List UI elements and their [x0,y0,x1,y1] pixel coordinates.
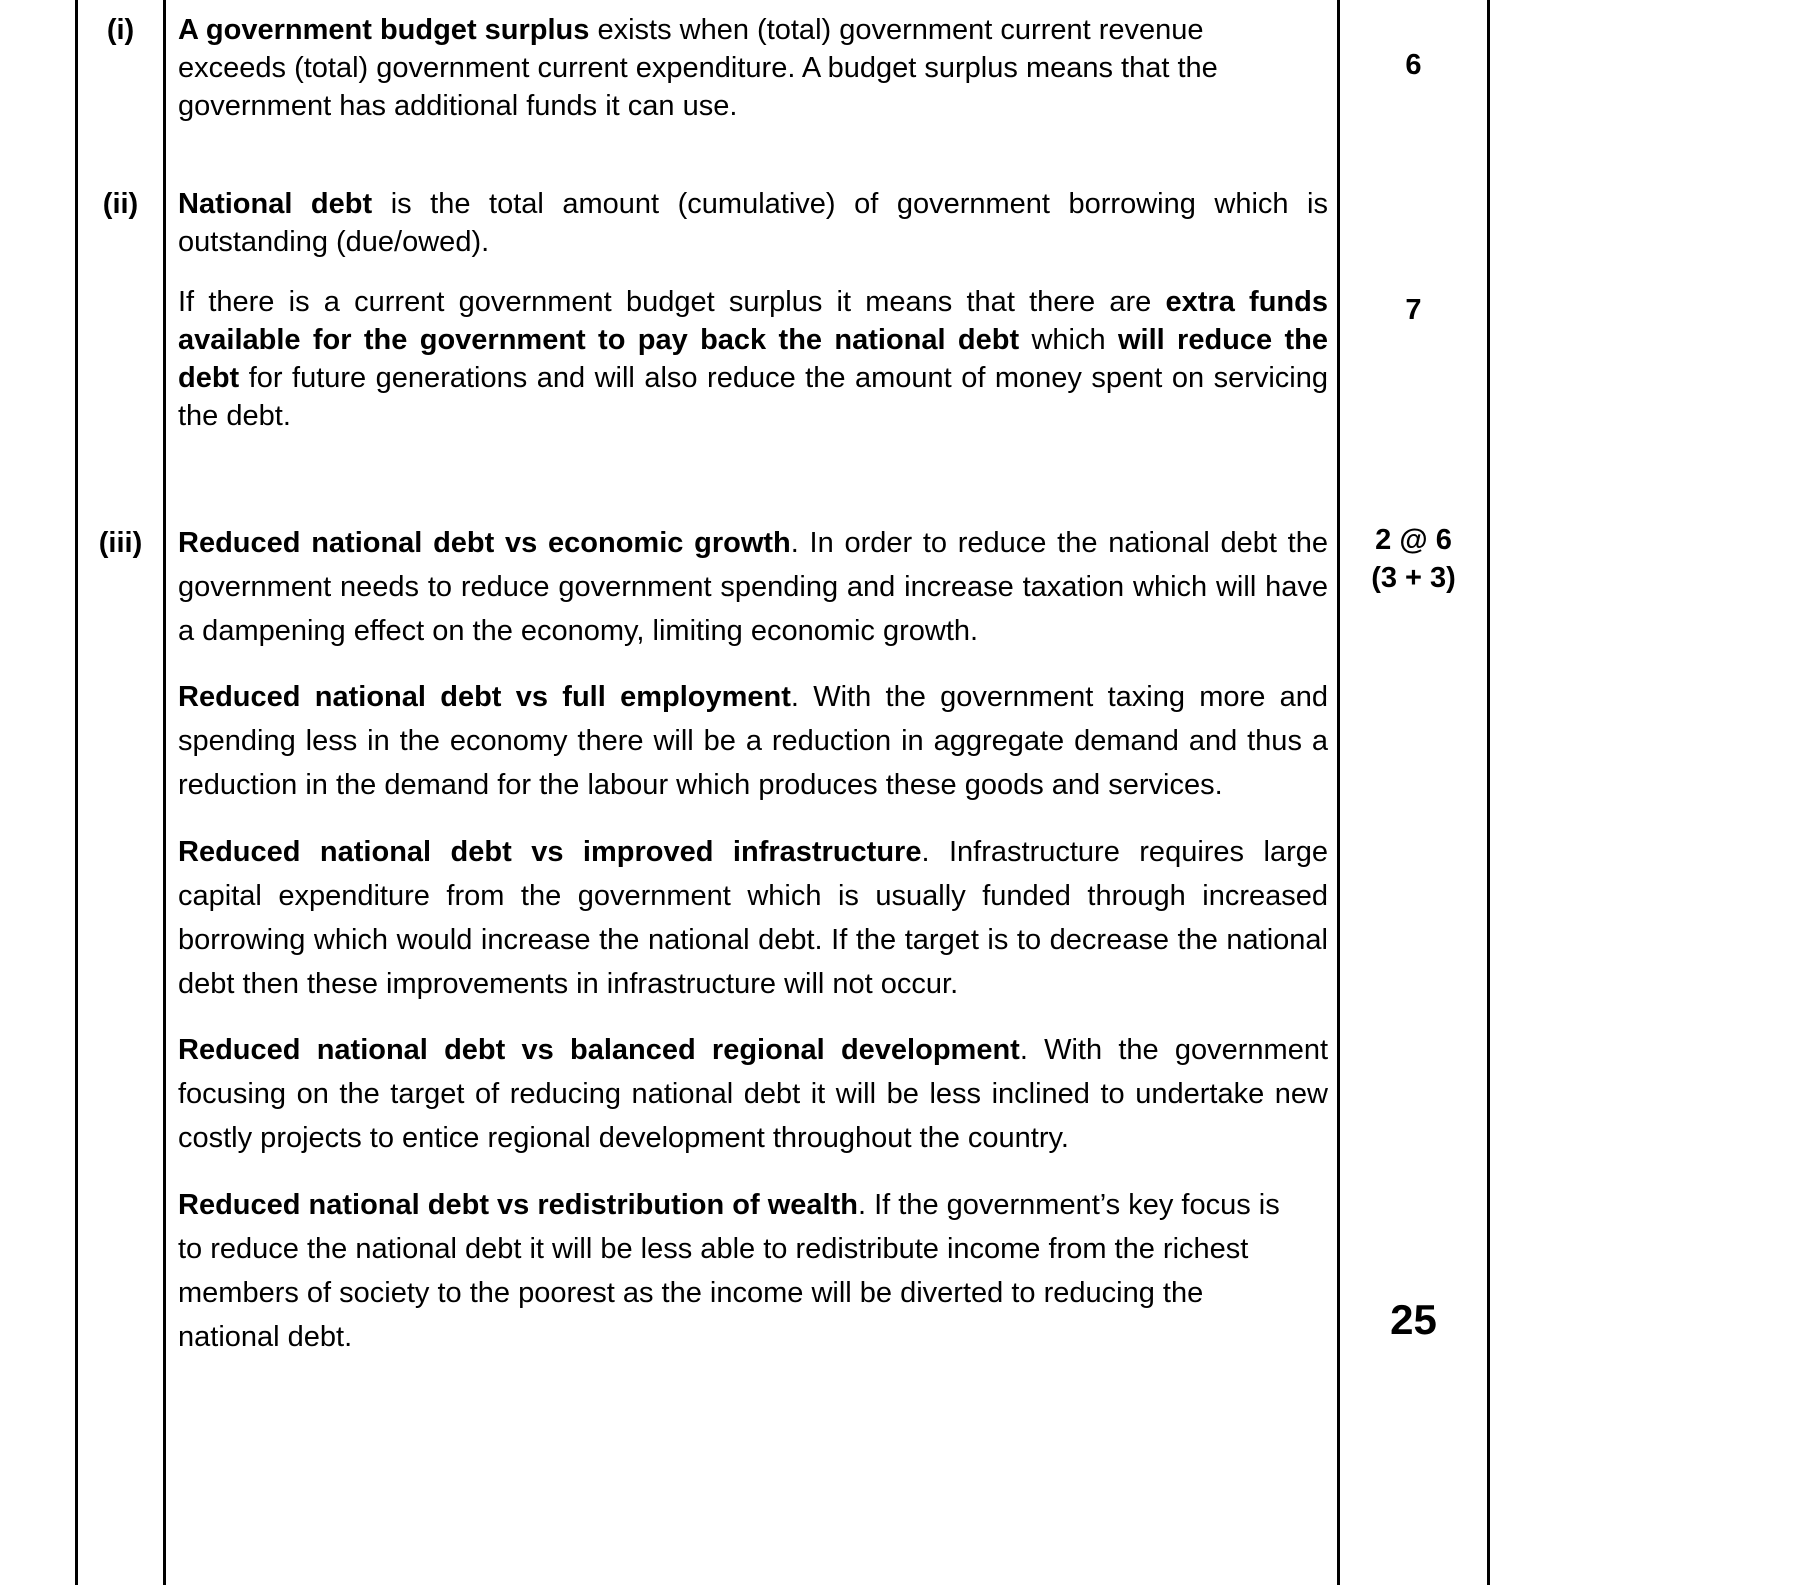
text-run: . With the government focusing on the target of reducing national debt it will be less inclined to undertake new costly projects to entice regional development throughout the country. [178,1034,1329,1154]
mark-iii-split: (3 + 3) [1371,562,1456,594]
bold-term: extra funds available for the government to pay back the national debt [178,286,1328,356]
answer-iii-paragraph-full-employment [178,675,1328,807]
question-label-i: (i) [106,14,135,46]
text-run: . Infrastructure requires large capital expenditure from the government which is usually funded through increased borrowing which would increase the national debt. If the target is to decrease the national debt then these improvements in infrastructure will not occur. [178,836,1328,1000]
table-border-right [1487,0,1490,1585]
bold-term: A government budget surplus [178,14,590,46]
bold-term: Reduced national debt vs economic growth [178,527,791,559]
text-run: . If the government’s key focus is to reduce the national debt it will be less able to redistribute income from the richest members of society to the poorest as the income will be diverted to reducing the national debt. [178,1189,1280,1353]
bold-term: Reduced national debt vs balanced regional development [178,1034,1020,1066]
answer-iii-paragraph-economic-growth [178,521,1328,653]
answer-iii-paragraph-regional-development [178,1028,1328,1160]
bold-term: Reduced national debt vs redistribution of wealth [178,1189,858,1221]
text-run: which [1019,324,1118,356]
text-run: is the total amount (cumulative) of government borrowing which is outstanding (due/owed). [178,188,1328,258]
answer-ii-paragraph-1 [178,185,1328,261]
bold-term: will reduce the debt [178,324,1328,394]
mark-i: 6 [1405,49,1422,81]
question-label-ii: (ii) [102,188,139,220]
table-border-marks-divider [1337,0,1340,1585]
bold-term: Reduced national debt vs full employment [178,681,791,713]
text-run: exists when (total) government current revenue exceeds (total) government current expenditure. A budget surplus means that the government has additional funds it can use. [178,14,1218,122]
bold-term: National debt [178,188,373,220]
mark-ii: 7 [1405,294,1422,326]
text-run: . With the government taxing more and spending less in the economy there will be a reduction in aggregate demand and thus a reduction in the demand for the labour which produces these goods and services. [178,681,1329,801]
total-marks: 25 [1390,1296,1437,1343]
answer-i-paragraph [178,11,1253,125]
answer-iii-paragraph-infrastructure [178,830,1328,1006]
table-border-left [75,0,78,1585]
mark-iii-breakdown: 2 @ 6 [1375,524,1452,556]
text-run: for future generations and will also reduce the amount of money spent on servicing the debt. [178,362,1328,432]
answer-iii-paragraph-redistribution [178,1183,1288,1359]
answer-ii-paragraph-2 [178,283,1328,435]
table-border-label-divider [163,0,166,1585]
question-label-iii: (iii) [98,527,143,559]
bold-term: Reduced national debt vs improved infrastructure [178,836,922,868]
text-run: . In order to reduce the national debt the government needs to reduce government spending and increase taxation which will have a dampening effect on the economy, limiting economic growth. [178,527,1328,647]
text-run: If there is a current government budget surplus it means that there are [178,286,1166,318]
